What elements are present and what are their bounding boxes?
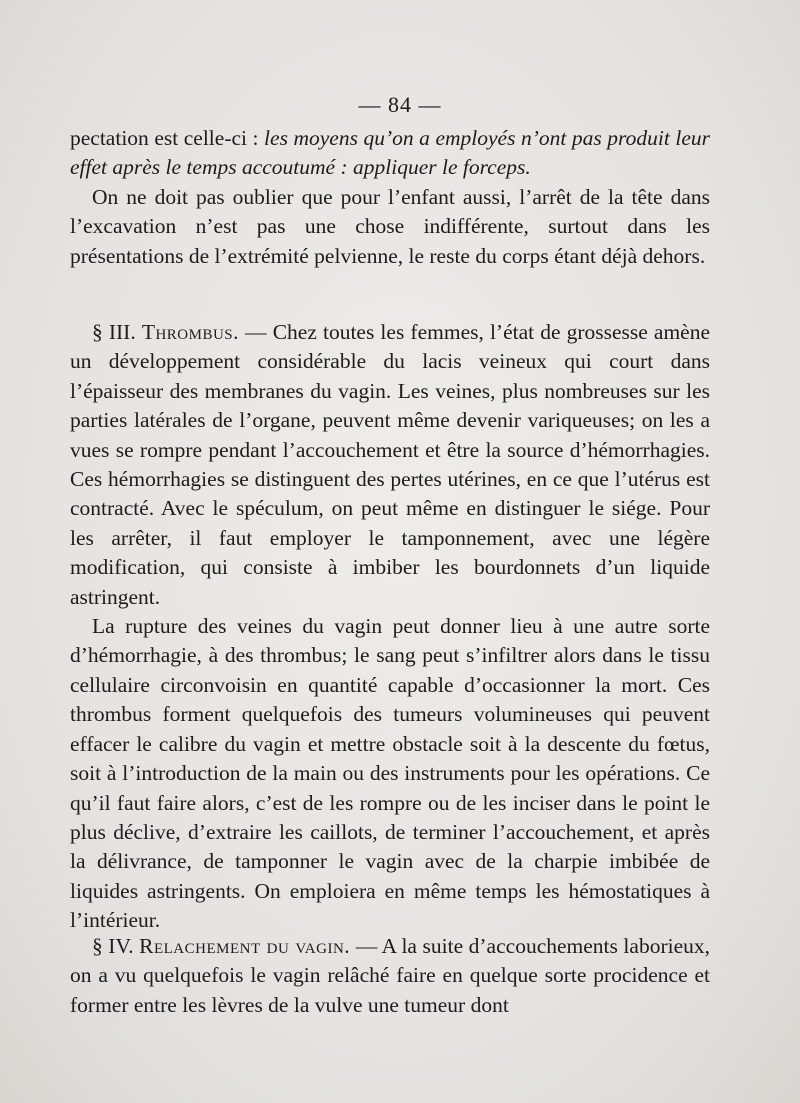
section-title: Thrombus. bbox=[141, 320, 240, 344]
text-block-top bbox=[70, 124, 710, 271]
paragraph-thrombus-intro bbox=[70, 318, 710, 612]
paragraph-child-arrest: On ne doit pas oublier que pour l’enfant aussi, l’arrêt de la tête dans l’excavation n’est pas une chose indifférente, surtout dans les présentations de l’extrémité pelvienne, le reste du corps étant déjà dehors. bbox=[70, 184, 710, 268]
paragraph-rupture: La rupture des veines du vagin peut donner lieu à une autre sorte d’hémorrhagie, à des thrombus; le sang peut s’infiltrer alors dans le tissu cellulaire circonvoisin en quantité capable d’occasionner la mort. Ces thrombus forment quelquefois des tumeurs volumineuses qui peuvent effacer le calibre du vagin et mettre obstacle soit à la descente du fœtus, soit à l’introduction de la main ou des instruments pour les opérations. Ce qu’il faut faire alors, c’est de les rompre ou de les inciser dans le point le plus déclive, d’extraire les caillots, de terminer l’accouchement, et après la délivrance, de tamponner le vagin avec de la charpie imbibée de liquides astringents. On emploiera en même temps les hémostatiques à l’intérieur. bbox=[70, 614, 710, 933]
section-number: § IV. bbox=[92, 934, 134, 958]
section-thrombus bbox=[70, 318, 710, 936]
italic-rule: les moyens qu’on a employés n’ont pas produit leur effet après le temps accoutumé : appliquer le forceps. bbox=[70, 126, 710, 180]
page-number: — 84 — bbox=[358, 92, 442, 117]
section-body: — A la suite d’accouchements laborieux, on a vu quelquefois le vagin relâché faire en quelque sorte procidence et former entre les lèvres de la vulve une tumeur dont bbox=[70, 934, 710, 1017]
continuation-text: pectation est celle-ci : bbox=[70, 126, 265, 150]
section-number: § III. bbox=[92, 320, 136, 344]
section-relachement bbox=[70, 932, 710, 1020]
section-body: — Chez toutes les femmes, l’état de grossesse amène un développement considérable du lacis veineux qui court dans l’épaisseur des membranes du vagin. Les veines, plus nombreuses sur les parties latérales de l’organe, peuvent même devenir variqueuses; on les a vues se rompre pendant l’accouchement et être la source d’hémorrhagies. Ces hémorrhagies se distinguent des pertes utérines, en ce que l’utérus est contracté. Avec le spéculum, on peut même en distinguer le siége. Pour les arrêter, il faut employer le tamponnement, avec une légère modification, qui consiste à imbiber les bourdonnets d’un liquide astringent. bbox=[70, 320, 711, 609]
paragraph-continuation bbox=[70, 124, 710, 183]
section-title: Relachement du vagin. bbox=[139, 934, 351, 958]
paragraph-relachement bbox=[70, 932, 710, 1020]
